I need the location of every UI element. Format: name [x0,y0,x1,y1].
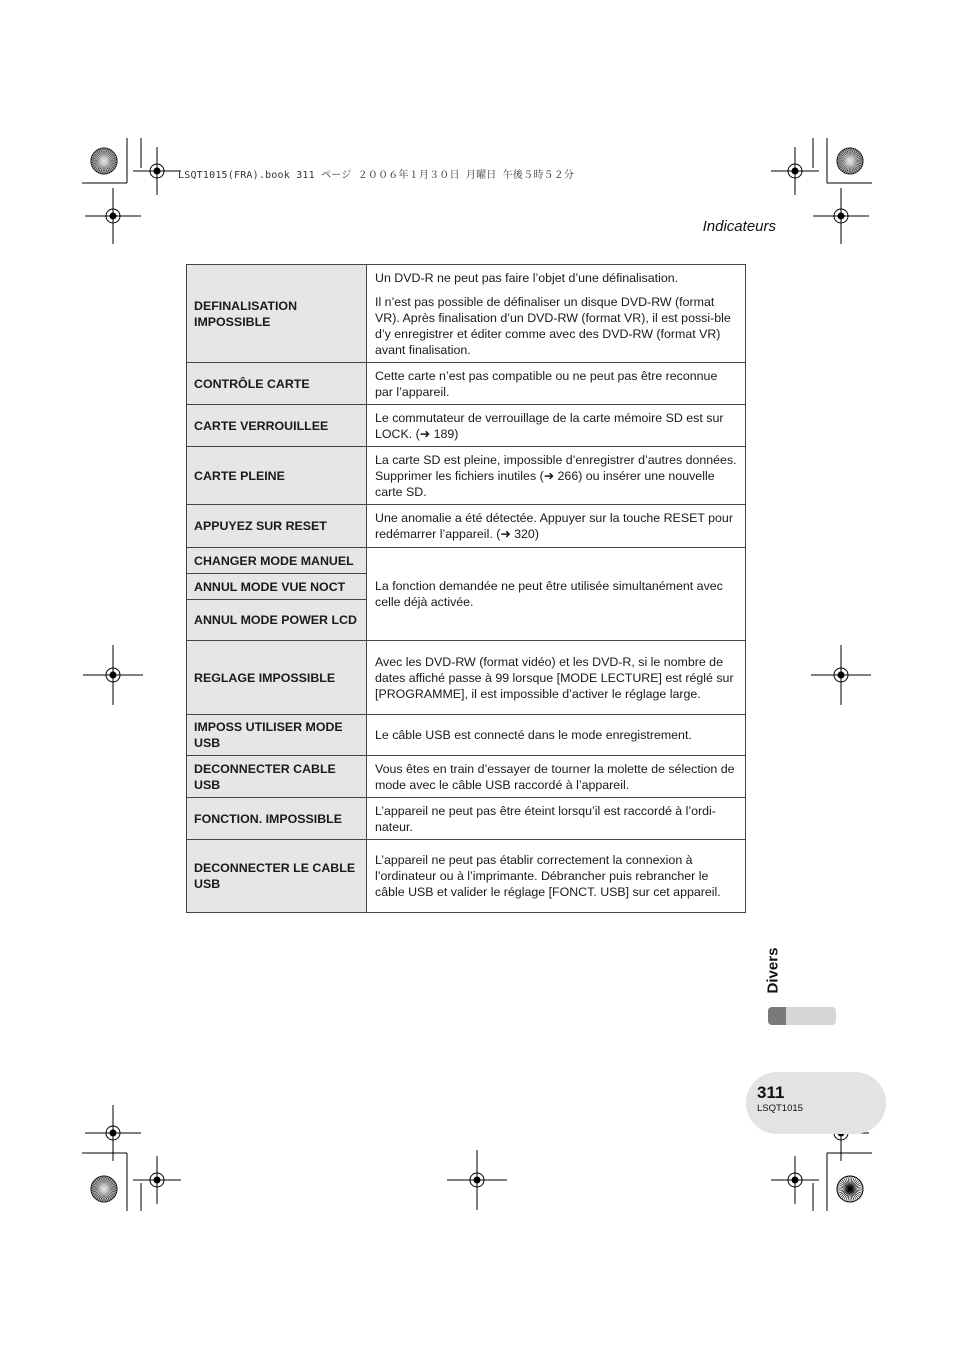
print-info-line: LSQT1015(FRA).book 311 ページ ２００６年１月３０日 月曜日 午後５時５２分 [178,170,575,181]
message-description: Vous êtes en train d’essayer de tourner la molette de sélection de mode avec le câble USB raccordé à l’appareil. [367,756,746,798]
message-description: Une anomalie a été détectée. Appuyer sur la touche RESET pour redémarrer l’appareil. (➜ 320) [367,505,746,548]
side-tab-text: Divers [764,947,782,994]
message-key: ANNUL MODE VUE NOCT [187,574,367,600]
registration-dot [110,213,117,220]
message-description: La fonction demandée ne peut être utilisée simultanément avec celle déjà activée. [367,548,746,641]
table-row [187,840,746,913]
table-row [187,641,746,715]
description-paragraph: Il n’est pas possible de définaliser un disque DVD-RW (format VR). Après finalisation d’un DVD-RW (format VR), il est possi-ble d’y enregistrer et éditer comme avec des DVD-RW (format VR) avant finalisation. [375,294,731,357]
registration-dot [154,1177,161,1184]
side-tab-label [758,948,788,998]
registration-dot [838,213,845,220]
message-description [367,265,746,363]
table-row [187,363,746,405]
registration-dot [110,672,117,679]
message-key: IMPOSS UTILISER MODE USB [187,715,367,756]
message-key: CARTE PLEINE [187,447,367,505]
registration-dot [792,168,799,175]
registration-dot [110,1130,117,1137]
table-row [187,505,746,548]
message-key: CHANGER MODE MANUEL [187,548,367,574]
registration-dot [838,672,845,679]
message-description: La carte SD est pleine, impossible d’enregistrer d’autres données. Supprimer les fichiers inutiles (➜ 266) ou insérer une nouvelle carte SD. [367,447,746,505]
table-row [187,265,746,363]
message-key: REGLAGE IMPOSSIBLE [187,641,367,715]
table-row [187,447,746,505]
table-row [187,548,746,574]
message-key: FONCTION. IMPOSSIBLE [187,798,367,840]
description-paragraph: Un DVD-R ne peut pas faire l’objet d’une définalisation. [375,270,679,285]
section-title: Indicateurs [702,218,776,235]
table-row [187,756,746,798]
model-code: LSQT1015 [757,1103,803,1114]
table-row [187,405,746,447]
table-row [187,715,746,756]
message-key: DECONNECTER LE CABLE USB [187,840,367,913]
registration-dot [474,1177,481,1184]
message-description: L’appareil ne peut pas être éteint lorsqu’il est raccordé à l’ordi-nateur. [367,798,746,840]
registration-dot [154,168,161,175]
table-row [187,798,746,840]
message-key: CONTRÔLE CARTE [187,363,367,405]
indicator-message-table [186,264,746,913]
message-key: CARTE VERROUILLEE [187,405,367,447]
message-key: DEFINALISATION IMPOSSIBLE [187,265,367,363]
message-description: Le commutateur de verrouillage de la carte mémoire SD est sur LOCK. (➜ 189) [367,405,746,447]
message-description: Avec les DVD-RW (format vidéo) et les DVD-R, si le nombre de dates affiché passe à 99 lorsque [MODE LECTURE] est réglé sur [PROGRAMME], il est impossible d’activer le réglage large. [367,641,746,715]
page-number: 311 [757,1083,785,1102]
chapter-tab-indicator [768,1007,786,1025]
message-key: DECONNECTER CABLE USB [187,756,367,798]
message-key: ANNUL MODE POWER LCD [187,600,367,641]
message-description: L’appareil ne peut pas établir correctement la connexion à l’ordinateur ou à l’imprimante. Débrancher puis rebrancher le câble USB et valider le réglage [FONCT. USB] sur cet appareil. [367,840,746,913]
message-description: Cette carte n’est pas compatible ou ne peut pas être reconnue par l’appareil. [367,363,746,405]
message-key: APPUYEZ SUR RESET [187,505,367,548]
registration-dot [792,1177,799,1184]
message-description: Le câble USB est connecté dans le mode enregistrement. [367,715,746,756]
